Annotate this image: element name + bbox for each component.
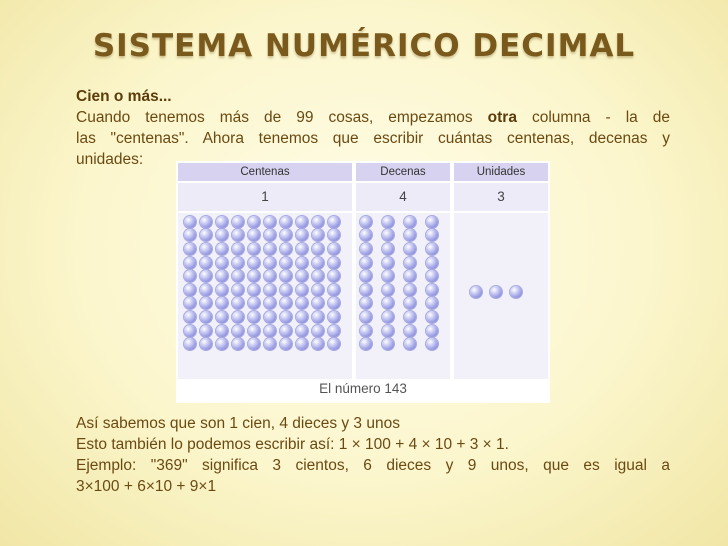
counter-ball xyxy=(216,297,228,309)
intro-text xyxy=(76,86,670,170)
counter-ball xyxy=(248,338,260,350)
outro-line-2: Esto también lo podemos escribir así: 1 × 100 + 4 × 10 + 3 × 1. xyxy=(76,436,509,453)
counter-ball xyxy=(328,284,340,296)
counter-ball xyxy=(184,338,196,350)
counter-ball xyxy=(328,338,340,350)
counter-ball xyxy=(312,311,324,323)
counter-ball xyxy=(184,325,196,337)
counter-ball xyxy=(264,257,276,269)
counter-ball xyxy=(200,257,212,269)
counter-ball xyxy=(184,270,196,282)
ones-group xyxy=(468,285,528,299)
counter-ball xyxy=(200,216,212,228)
counter-ball xyxy=(312,243,324,255)
counter-ball xyxy=(232,257,244,269)
counter-ball xyxy=(328,311,340,323)
counter-ball xyxy=(312,257,324,269)
counter-ball xyxy=(280,270,292,282)
digit-decenas: 4 xyxy=(356,183,450,211)
counter-ball xyxy=(248,325,260,337)
counter-ball xyxy=(296,270,308,282)
counter-ball xyxy=(312,297,324,309)
counter-ball xyxy=(184,257,196,269)
counter-ball xyxy=(200,229,212,241)
counter-ball xyxy=(296,325,308,337)
counter-ball xyxy=(328,216,340,228)
counter-ball xyxy=(404,243,416,255)
counter-ball xyxy=(264,243,276,255)
counter-ball xyxy=(248,257,260,269)
counter-ball xyxy=(264,297,276,309)
counter-ball xyxy=(382,243,394,255)
counter-ball xyxy=(184,284,196,296)
outro-line-4: 3×100 + 6×10 + 9×1 xyxy=(76,478,217,495)
counter-ball xyxy=(200,338,212,350)
counter-ball xyxy=(232,325,244,337)
counter-ball xyxy=(470,286,482,298)
counter-ball xyxy=(200,297,212,309)
slide-title: SISTEMA NUMÉRICO DECIMAL xyxy=(92,28,636,64)
counter-ball xyxy=(200,284,212,296)
counter-ball xyxy=(426,297,438,309)
counter-ball xyxy=(248,311,260,323)
counter-ball xyxy=(216,284,228,296)
counter-ball xyxy=(184,243,196,255)
counter-ball xyxy=(216,257,228,269)
counter-ball xyxy=(232,270,244,282)
counter-ball xyxy=(232,284,244,296)
intro-line-2: las "centenas". Ahora tenemos que escribir cuántas centenas, decenas y xyxy=(76,130,670,147)
counter-ball xyxy=(248,243,260,255)
counter-ball xyxy=(426,338,438,350)
counter-ball xyxy=(328,297,340,309)
counter-ball xyxy=(216,338,228,350)
counter-ball xyxy=(280,229,292,241)
ten-rod xyxy=(380,215,396,351)
counter-ball xyxy=(216,270,228,282)
counter-ball xyxy=(404,311,416,323)
counter-ball xyxy=(296,284,308,296)
counter-ball xyxy=(382,229,394,241)
counter-ball xyxy=(232,297,244,309)
counter-ball xyxy=(426,311,438,323)
counter-ball xyxy=(312,284,324,296)
counter-ball xyxy=(404,270,416,282)
digit-unidades: 3 xyxy=(454,183,548,211)
counter-ball xyxy=(426,216,438,228)
header-decenas: Decenas xyxy=(356,163,450,181)
counter-ball xyxy=(232,338,244,350)
outro-text xyxy=(76,413,670,497)
counter-ball xyxy=(296,243,308,255)
counter-ball xyxy=(200,270,212,282)
header-unidades: Unidades xyxy=(454,163,548,181)
counter-ball xyxy=(264,325,276,337)
header-centenas: Centenas xyxy=(178,163,352,181)
outro-line-3: Ejemplo: "369" significa 3 cientos, 6 dieces y 9 unos, que es igual a xyxy=(76,457,670,474)
counter-ball xyxy=(184,297,196,309)
counter-ball xyxy=(184,229,196,241)
counter-ball xyxy=(382,257,394,269)
counter-ball xyxy=(264,311,276,323)
figure-caption: El número 143 xyxy=(319,381,407,396)
counter-ball xyxy=(382,216,394,228)
digit-centenas: 1 xyxy=(178,183,352,211)
counter-ball xyxy=(328,229,340,241)
counter-ball xyxy=(404,257,416,269)
counter-ball xyxy=(328,325,340,337)
counter-ball xyxy=(404,229,416,241)
counter-ball xyxy=(232,243,244,255)
counter-ball xyxy=(404,284,416,296)
counter-ball xyxy=(360,257,372,269)
counter-ball xyxy=(426,325,438,337)
counter-ball xyxy=(296,338,308,350)
counter-ball xyxy=(280,257,292,269)
counter-ball xyxy=(360,284,372,296)
counter-ball xyxy=(264,338,276,350)
counter-ball xyxy=(216,311,228,323)
counter-ball xyxy=(216,216,228,228)
counter-ball xyxy=(382,338,394,350)
counter-ball xyxy=(280,216,292,228)
counter-ball xyxy=(184,311,196,323)
counter-ball xyxy=(216,325,228,337)
counter-ball xyxy=(360,311,372,323)
counter-ball xyxy=(382,297,394,309)
counter-ball xyxy=(248,297,260,309)
counter-ball xyxy=(382,284,394,296)
hundred-block xyxy=(182,215,342,351)
outro-line-1: Así sabemos que son 1 cien, 4 dieces y 3 unos xyxy=(76,415,400,432)
counter-ball xyxy=(296,297,308,309)
counter-ball xyxy=(404,297,416,309)
counter-ball xyxy=(216,229,228,241)
counter-ball xyxy=(426,257,438,269)
counter-ball xyxy=(510,286,522,298)
counter-ball xyxy=(426,270,438,282)
counter-ball xyxy=(404,216,416,228)
counter-ball xyxy=(360,270,372,282)
counter-ball xyxy=(248,270,260,282)
counter-ball xyxy=(328,257,340,269)
counter-ball xyxy=(264,284,276,296)
counter-ball xyxy=(232,311,244,323)
counter-ball xyxy=(328,270,340,282)
counter-ball xyxy=(280,297,292,309)
counter-ball xyxy=(360,243,372,255)
counter-ball xyxy=(312,216,324,228)
intro-line-1: Cuando tenemos más de 99 cosas, empezamos otra columna - la de xyxy=(76,109,670,126)
counter-ball xyxy=(360,229,372,241)
counter-ball xyxy=(360,216,372,228)
counter-ball xyxy=(184,216,196,228)
counter-ball xyxy=(296,311,308,323)
counter-ball xyxy=(490,286,502,298)
counter-ball xyxy=(280,243,292,255)
counter-ball xyxy=(280,284,292,296)
counter-ball xyxy=(328,243,340,255)
counter-ball xyxy=(382,325,394,337)
counter-ball xyxy=(248,229,260,241)
counter-ball xyxy=(426,229,438,241)
counter-ball xyxy=(312,270,324,282)
counter-ball xyxy=(232,229,244,241)
counter-ball xyxy=(382,270,394,282)
counter-ball xyxy=(360,325,372,337)
counter-ball xyxy=(264,216,276,228)
counter-ball xyxy=(200,243,212,255)
intro-heading: Cien o más... xyxy=(76,88,172,105)
counter-ball xyxy=(248,284,260,296)
counter-ball xyxy=(360,338,372,350)
counter-ball xyxy=(296,216,308,228)
counter-ball xyxy=(382,311,394,323)
intro-line-3: unidades: xyxy=(76,151,144,168)
ten-rod xyxy=(402,215,418,351)
counter-ball xyxy=(216,243,228,255)
counter-ball xyxy=(232,216,244,228)
counter-ball xyxy=(404,325,416,337)
counter-ball xyxy=(280,325,292,337)
counter-ball xyxy=(200,311,212,323)
counter-ball xyxy=(264,229,276,241)
counter-ball xyxy=(426,284,438,296)
counter-ball xyxy=(404,338,416,350)
counter-ball xyxy=(248,216,260,228)
counter-ball xyxy=(264,270,276,282)
counter-ball xyxy=(280,311,292,323)
ten-rod xyxy=(358,215,374,351)
counter-ball xyxy=(296,257,308,269)
counter-ball xyxy=(426,243,438,255)
bold-word: otra xyxy=(487,109,517,126)
counter-ball xyxy=(280,338,292,350)
place-value-figure xyxy=(176,161,550,403)
ten-rod xyxy=(424,215,440,351)
counter-ball xyxy=(296,229,308,241)
counter-ball xyxy=(312,325,324,337)
counter-ball xyxy=(360,297,372,309)
counter-ball xyxy=(200,325,212,337)
counter-ball xyxy=(312,338,324,350)
counter-ball xyxy=(312,229,324,241)
